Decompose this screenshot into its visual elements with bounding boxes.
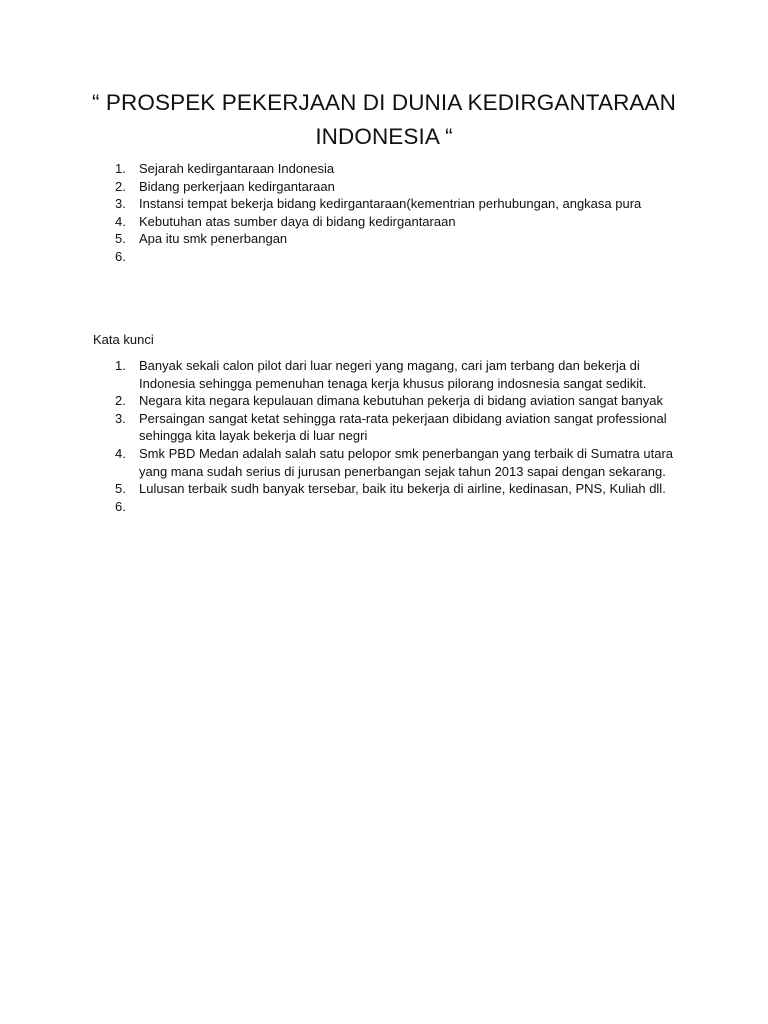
list-item-number: 6.: [115, 248, 126, 264]
list-item-text: Banyak sekali calon pilot dari luar negeri yang magang, cari jam terbang dan bekerja di Indonesia sehingga pemenuhan tenaga kerja khusus pilorang indosnesia sangat sedikit.: [139, 358, 647, 391]
list-item-number: 2.: [115, 178, 126, 194]
list-item: [115, 248, 699, 270]
list-item: [115, 445, 679, 480]
list-item-text: Persaingan sangat ketat sehingga rata-rata pekerjaan dibidang aviation sangat professional sehingga kita layak bekerja di luar negri: [139, 410, 667, 444]
list-item-number: 5.: [115, 231, 126, 247]
list-item-number: 5.: [115, 481, 126, 497]
list-item-text: Sejarah kedirgantaraan Indonesia: [139, 161, 335, 176]
list-item: [115, 357, 679, 392]
list-item-text: Negara kita negara kepulauan dimana kebutuhan pekerja di bidang aviation sangat banyak: [139, 393, 663, 409]
list-item: [115, 160, 699, 178]
list-item: [115, 230, 699, 248]
list-item-number: 1.: [115, 161, 126, 176]
outline-list: [115, 160, 699, 270]
list-item-text: Lulusan terbaik sudh banyak tersebar, baik itu bekerja di airline, kedinasan, PNS, Kuliah dll.: [139, 481, 666, 497]
list-item: [115, 498, 679, 520]
list-item-number: 3.: [115, 410, 126, 426]
list-item: [115, 410, 679, 445]
keywords-label: Kata kunci: [93, 332, 154, 347]
list-item-text: Bidang perkerjaan kedirgantaraan: [139, 178, 335, 194]
list-item-number: 6.: [115, 498, 126, 514]
list-item-number: 2.: [115, 393, 126, 409]
document-title: “ PROSPEK PEKERJAAN DI DUNIA KEDIRGANTARAAN INDONESIA “: [91, 90, 676, 149]
list-item: [115, 178, 699, 196]
list-item: [115, 480, 679, 498]
list-item-text: Instansi tempat bekerja bidang kedirgantaraan(kementrian perhubungan, angkasa pura: [139, 196, 642, 212]
list-item: [115, 213, 699, 231]
list-item: [115, 392, 679, 410]
list-item-number: 1.: [115, 358, 126, 373]
list-item: [115, 195, 699, 213]
list-item-text: Kebutuhan atas sumber daya di bidang kedirgantaraan: [139, 213, 456, 229]
list-item-number: 3.: [115, 196, 126, 212]
list-item-number: 4.: [115, 213, 126, 229]
keywords-list: [115, 357, 679, 520]
list-item-number: 4.: [115, 445, 126, 461]
list-item-text: Smk PBD Medan adalah salah satu pelopor smk penerbangan yang terbaik di Sumatra utara yang mana sudah serius di jurusan penerbangan sejak tahun 2013 sapai dengan sekarang.: [139, 445, 674, 479]
list-item-text: Apa itu smk penerbangan: [139, 231, 288, 247]
